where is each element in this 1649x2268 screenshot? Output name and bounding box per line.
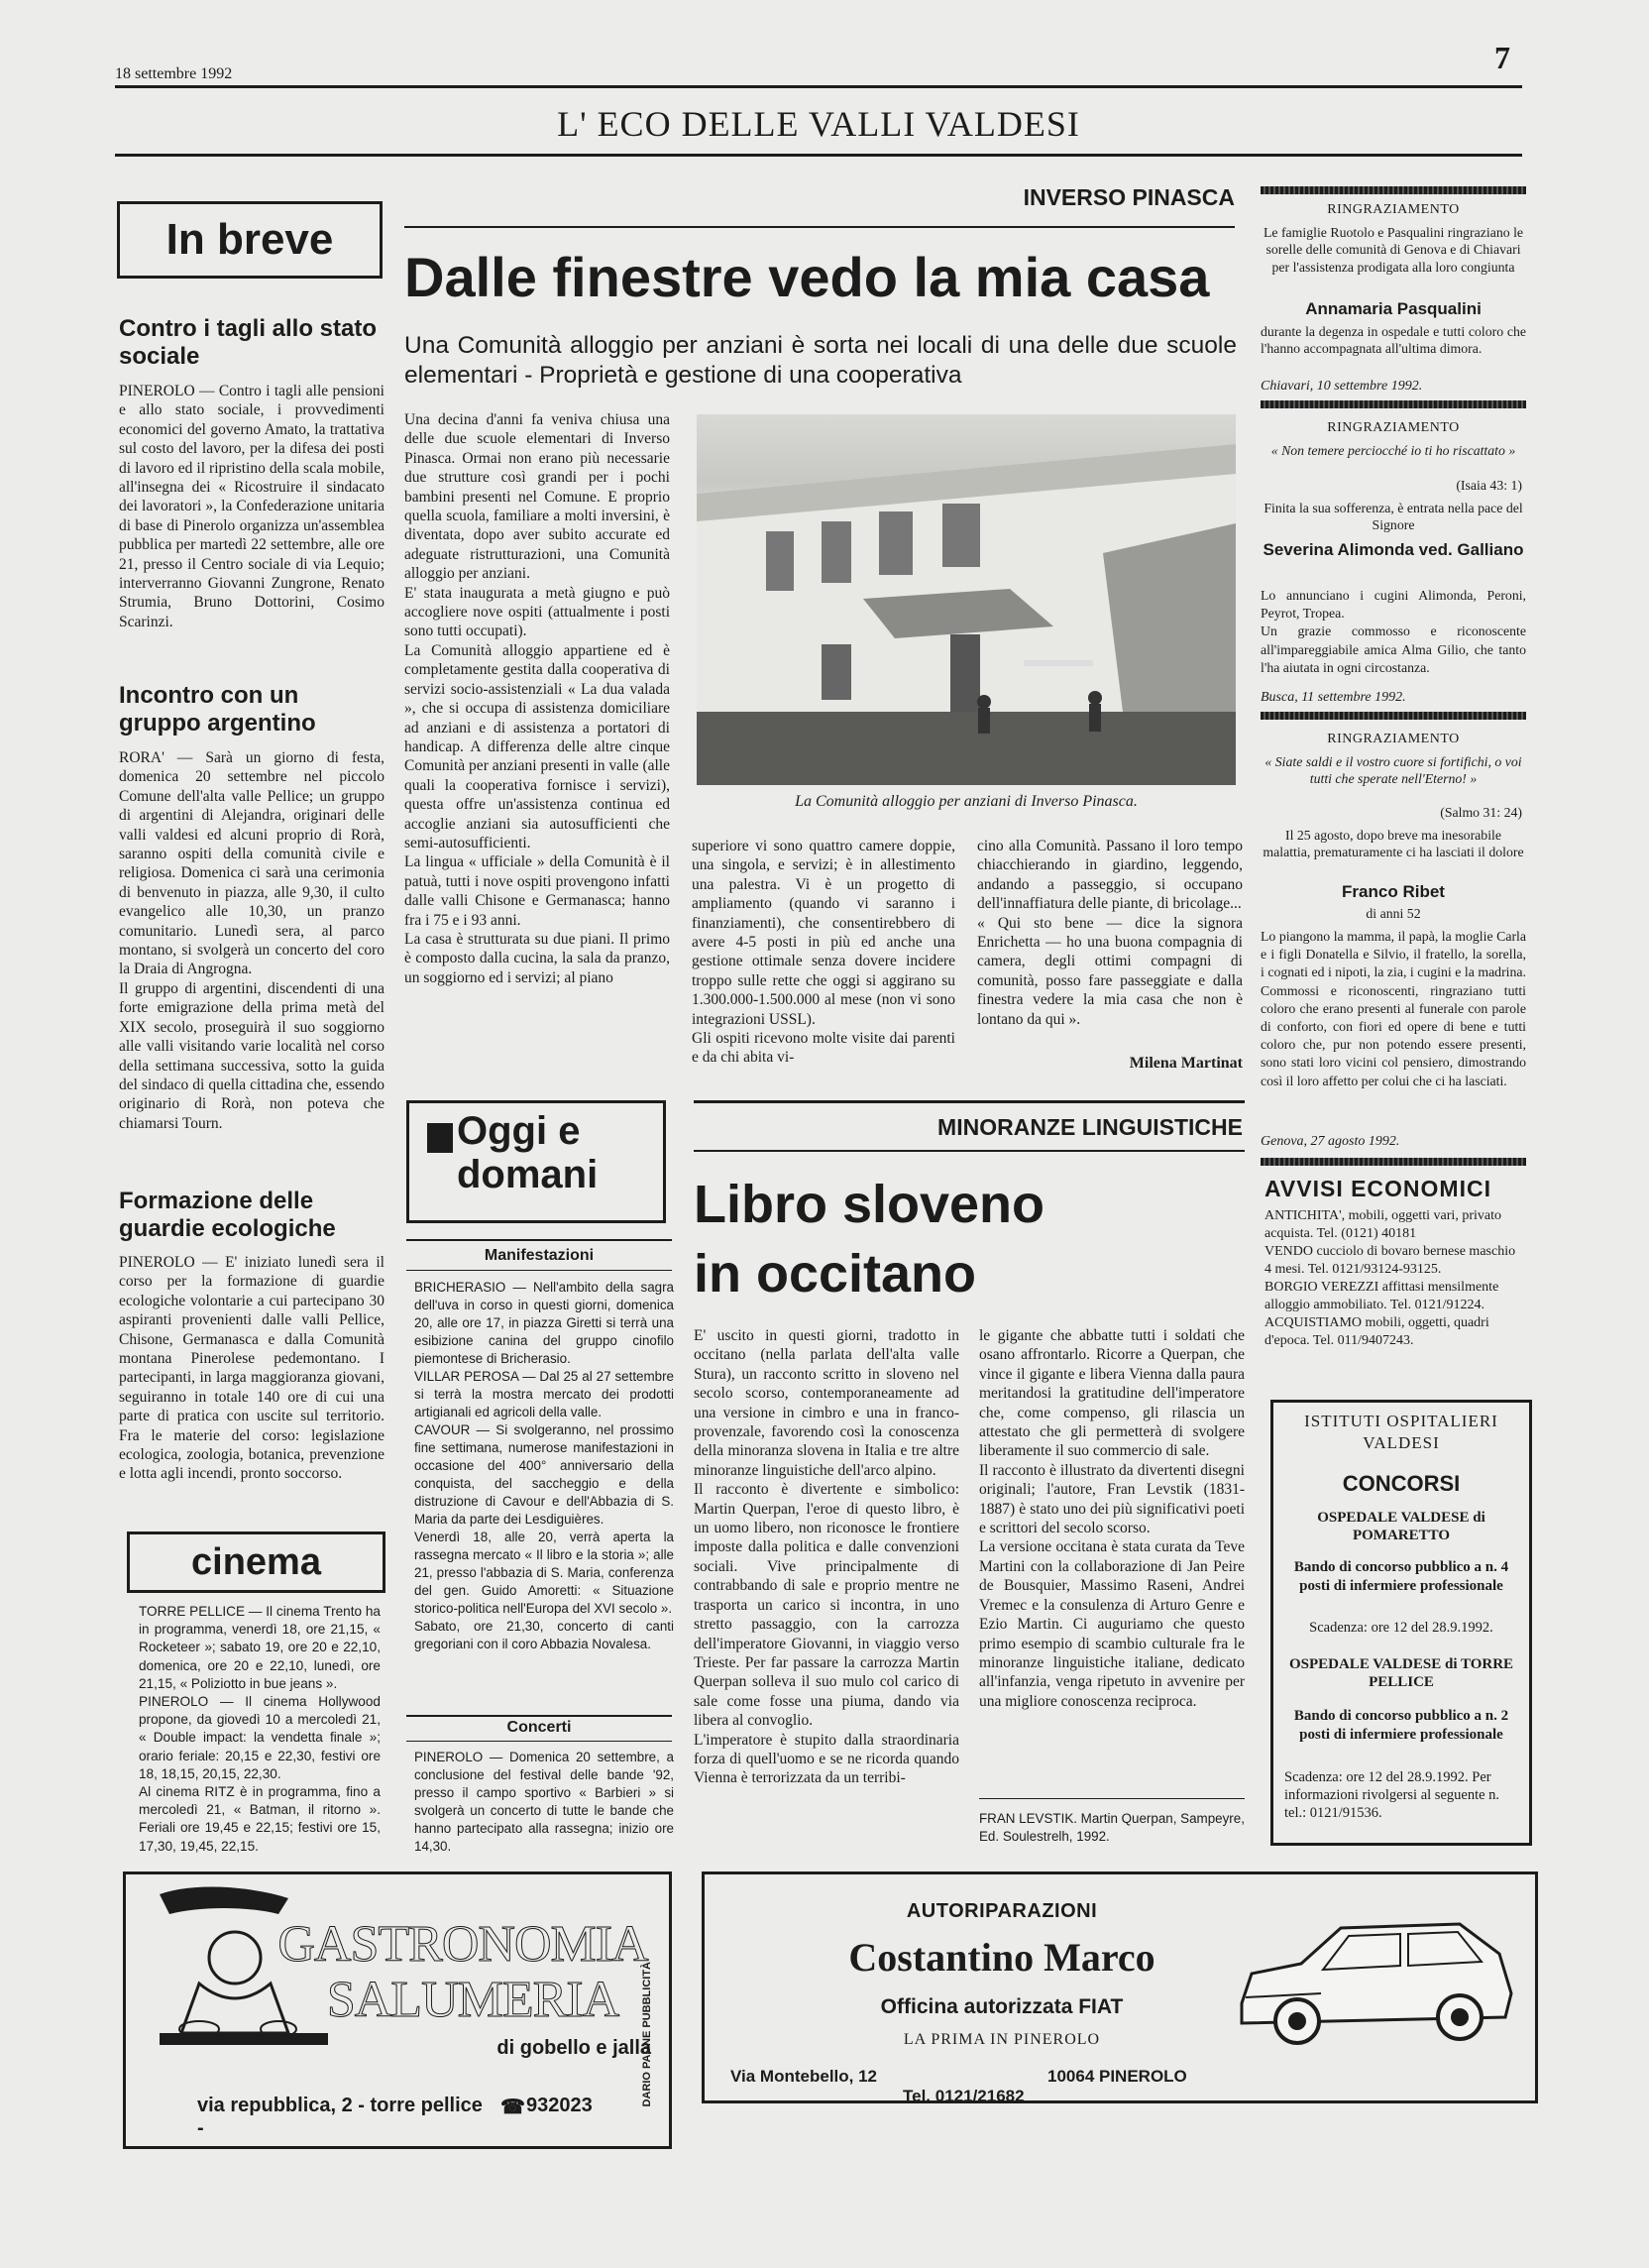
- avvisi-text: ANTICHITA', mobili, oggetti vari, privato acquista. Tel. (0121) 40181 VENDO cucciolo di bovaro bernese maschio 4 mesi. Tel. 0121/93124-93125. BORGIO VEREZZI affittasi mensilmente alloggio ammobiliato. Tel. 0121/91224. ACQUISTIAMO mobili, oggetti, quadri d'epoca. Tel. 011/9407243.: [1264, 1208, 1516, 1348]
- main-byline: Milena Martinat: [1129, 1055, 1243, 1072]
- ospedale-torre-pellice: OSPEDALE VALDESE di TORRE PELLICE: [1288, 1656, 1514, 1690]
- ring3-age: di anni 52: [1366, 906, 1421, 921]
- concerti-text: PINEROLO — Domenica 20 settembre, a conclusione del festival delle bande '92, presso il campo sportivo « Barbieri » si svolgerà un concerto di tutte le bande che hanno partecipato alla rassegna; inizio ore 14,30.: [414, 1750, 674, 1854]
- ring1-bar: [1261, 186, 1526, 194]
- page-number: 7: [1494, 40, 1510, 75]
- item2-title: Incontro con un gruppo argentino: [119, 682, 316, 737]
- item1-text: PINEROLO — Contro i tagli alle pensioni e allo stato sociale, i provvedimenti economici del governo Amato, la trattativa sul costo del lavoro, per la difesa dei posti di lavoro ed il ripristino della scala mobile, all'insegna dei « Ricostruire il sindacato dei lavoratori », la Confederazione unitaria di base di Pinerolo organizza un'assemblea pubblica per martedì 22 settembre, alle ore 21, presso il Centro sociale di via Lequio; interverranno Giovanni Zungrone, Renato Strumia, Bruno Dottorini, Cosimo Scarinzi.: [119, 383, 385, 630]
- house-illustration: [697, 414, 1236, 785]
- ring2-head: RINGRAZIAMENTO: [1327, 420, 1460, 435]
- main-col1: Una decina d'anni fa veniva chiusa una delle due scuole elementari di Inverso Pinasca. Ormai non erano più necessarie due strutture così grandi per i pochi bambini presenti nel Comune. E proprio quella scuola, familiare a molti inversini, è diventata, dopo aver subito accurate ed adeguate ristrutturazioni, una Comunità alloggio per anziani. E' stata inaugurata a metà giugno e può accogliere nove ospiti (attualmente i posti sono tutti occupati). La Comunità alloggio appartiene ed è completamente gestita dalla cooperativa di servizi socio-assistenziali « La dua valada », che si occupa di assistenza domiciliare ad anziani e di assistenza a portatori di handicap. A differenza delle altre cinque Comunità per anziani presenti in valle (alle quali la cooperativa fornisce i servizi), questa offre un'assistenza continua ed accoglie anziani sia autosufficienti che semi-autosufficienti. La lingua « ufficiale » della Comunità è il patuà, tutti i nove ospiti provengono infatti dalle valli Chisone e Germanasca; hanno fra i 75 e i 93 anni. La casa è strutturata su due piani. Il primo è composto dalla cucina, la sala da pranzo, un soggiorno ed i servizi; al piano: [404, 411, 670, 986]
- concerti-head: Concerti: [506, 1719, 572, 1736]
- minoranze-credit: FRAN LEVSTIK. Martin Querpan, Sampeyre, Ed. Soulestrelh, 1992.: [979, 1811, 1245, 1844]
- gastronomia-owners: di gobello e jalla: [496, 2037, 651, 2059]
- istituti-title2: VALDESI: [1363, 1433, 1440, 1452]
- ring3-body: Lo piangono la mamma, il papà, la moglie Carla e i figli Donatella e Silvio, il fratello, la sorella, i cognati ed i nipoti, la zia, i cugini e la madrina. Commossi e riconoscenti, ringraziano tutti coloro che erano presenti al funerale con parole di conforto, con fiori ed opere di bene e tutti coloro che, pur non potendo essere presenti, sono stati loro vicini col pensiero, dimostrando così il loro affetto per colui che ci ha lasciati.: [1261, 929, 1526, 1088]
- community-house-photo: [697, 414, 1236, 785]
- autoriparazioni-city: 10064 PINEROLO: [1047, 2067, 1187, 2086]
- item3-title: Formazione delle guardie ecologiche: [119, 1188, 336, 1242]
- ring1-name: Annamaria Pasqualini: [1305, 299, 1482, 318]
- credit-rule: [979, 1798, 1245, 1799]
- minoranze-col1: E' uscito in questi giorni, tradotto in occitano (nella parlata dell'alta valle Stura), un racconto scritto in sloveno nel secolo scorso, contemporaneamente ad una versione in cimbro e una in franco-provenzale, favorendo così la conoscenza della minoranza slovena in Italia e tre altre minoranze linguistiche dell'arco alpino. Il racconto è divertente e simbolico: Martin Querpan, l'eroe di questo libro, è un uomo libero, non riconosce le frontiere imposte dalla politica e dalle convenzioni sociali. Vive principalmente di contrabbando di sale e proprio mentre ne trasporta un carico si incontra, in uno stretto passaggio, con la carrozza dell'imperatore Giovanni, in viaggio verso Trieste. Per far passare la carrozza Martin Querpan solleva il suo mulo col carico di sale come fosse una piuma, dando via libera al convoglio. L'imperatore è stupito dalla straordinaria forza di quell'uomo e se ne ricorda quando Vienna è terrorizzata da un terribi-: [694, 1327, 959, 1787]
- cinema-title: cinema: [191, 1541, 321, 1583]
- agency-credit: DARIO PAONE PUBBLICITÀ: [641, 1962, 653, 2107]
- gastronomia-line1: GASTRONOMIA: [277, 1916, 648, 1973]
- concerti-rule2: [406, 1741, 672, 1742]
- chef-illustration: [140, 1884, 338, 2063]
- ring3-quote: « Siate saldi e il vostro cuore si fortifichi, o voi tutti che sperate nell'Eterno! »: [1264, 754, 1522, 787]
- manifestazioni-rule: [406, 1239, 672, 1241]
- item2-text: RORA' — Sarà un giorno di festa, domenica 20 settembre nel piccolo Comune dell'alta valle Pellice; un gruppo di argentini di Alejandra, originari delle valli valdesi ed alcuni proprio di Rorà, saranno ospiti della comunità civile e religiosa. Domenica ci sarà una cerimonia di benvenuto in piazza, alle 9,30, il culto evangelico alle 10,30, un pranzo comunitario. Lunedì sera, al parco montano, si svolgerà un concerto del coro la Draia di Angrogna. Il gruppo di argentini, discendenti di una forte emigrazione della prima metà del XIX secolo, proseguirà il suo soggiorno alle valli visitando varie località nel corso della settimana successiva, sotto la guida del sindaco di quella cittadina che, essendo originario di Rorà, non poteva che chiamarsi Tourn.: [119, 749, 385, 1132]
- item1-title: Contro i tagli allo stato sociale: [119, 315, 378, 370]
- ring3-intro: Il 25 agosto, dopo breve ma inesorabile malattia, prematuramente ci ha lasciati il dolore: [1263, 828, 1524, 860]
- autoriparazioni-tel: Tel. 0121/21682: [903, 2087, 1025, 2105]
- masthead-rule: [115, 154, 1522, 157]
- ring1-intro: Le famiglie Ruotolo e Pasqualini ringraziano le sorelle delle comunità di Genova e di Chiavari per l'assistenza prodigata alla loro congiunta: [1263, 225, 1524, 275]
- autoriparazioni-ad: [702, 1871, 1538, 2103]
- section-rule: [404, 226, 1235, 228]
- main-headline: Dalle finestre vedo la mia casa: [404, 246, 1210, 308]
- ring3-bar: [1261, 712, 1526, 720]
- header-rule: [115, 85, 1522, 88]
- concorsi-title: CONCORSI: [1342, 1471, 1461, 1496]
- minoranze-top-rule: [694, 1100, 1245, 1103]
- autoriparazioni-tag: LA PRIMA IN PINEROLO: [903, 2031, 1101, 2048]
- ring2-quote: « Non temere perciocché io ti ho riscattato »: [1270, 443, 1516, 458]
- section-minoranze: MINORANZE LINGUISTICHE: [937, 1114, 1243, 1140]
- photo-caption: La Comunità alloggio per anziani di Inverso Pinasca.: [795, 793, 1138, 810]
- oggi-domani-box: [406, 1100, 666, 1223]
- istituti-title1: ISTITUTI OSPITALIERI: [1304, 1412, 1498, 1430]
- ring2-ref: (Isaia 43: 1): [1456, 478, 1522, 493]
- autoriparazioni-head: AUTORIPARAZIONI: [906, 1900, 1098, 1922]
- in-breve-title: In breve: [165, 215, 334, 264]
- main-col3: cino alla Comunità. Passano il loro tempo chiacchierando in giardino, leggendo, andando a passeggio, si occupano dell'innaffiatura delle piante, di bricolage... « Qui sto bene — dice la signora Enrichetta — ho una buona compagnia di camera, degli ottimi compagni di comunità, posso fare passeggiate e dalla finestra vedere la mia casa che non è lontano da qui ».: [977, 838, 1243, 1028]
- minoranze-headline: Libro sloveno in occitano: [694, 1175, 1045, 1304]
- autoriparazioni-officina: Officina autorizzata FIAT: [880, 1995, 1124, 2018]
- manifestazioni-rule2: [406, 1270, 672, 1271]
- autoriparazioni-name: Costantino Marco: [848, 1935, 1155, 1980]
- ring2-intro: Finita la sua sofferenza, è entrata nella pace del Signore: [1264, 501, 1523, 533]
- main-subhead: Una Comunità alloggio per anziani è sorta nei locali di una delle due scuole elementari - Proprietà e gestione di una cooperativa: [404, 332, 1237, 389]
- ospedale-pomaretto: OSPEDALE VALDESE di POMARETTO: [1317, 1510, 1485, 1543]
- avvisi-bar: [1261, 1158, 1526, 1166]
- car-icon: [1232, 1914, 1519, 2053]
- main-col2: superiore vi sono quattro camere doppie, una singola, e servizi; è in allestimento una palestra. Vi è un progetto di ampliamento (quando vi saranno i finanziamenti), che consentirebbero di avere 4-5 posti in più ed anche una gestione ottimale senza dovere incidere troppo sulle rette che oggi si aggirano su 1.300.000-1.500.000 al mese (non vi sono integrazioni USSL). Gli ospiti ricevono molte visite dai parenti e da chi abita vi-: [692, 838, 955, 1067]
- in-breve-box: [117, 201, 383, 279]
- item3-text: PINEROLO — E' iniziato lunedì sera il corso per la formazione di guardie ecologiche volontarie a cui partecipano 30 aspiranti provenienti dalle valli Pellice, Chisone, Germanasca e dalla Comunità montana Pinerolese pedemontano. I partecipanti, in larga maggioranza giovani, seguiranno in totale 140 ore di cui una parte di pratica con uscite sul territorio. Fra le materie del corso: legislazione ecologica, zoologia, botanica, prevenzione e lotta agli incendi, pronto soccorso.: [119, 1254, 385, 1483]
- gastronomia-phone: 932023: [526, 2095, 593, 2116]
- autoriparazioni-street: Via Montebello, 12: [730, 2067, 878, 2086]
- ring1-place-date: Chiavari, 10 settembre 1992.: [1261, 379, 1423, 394]
- ring2-body: Lo annunciano i cugini Alimonda, Peroni, Peyrot, Tropea. Un grazie commosso e riconoscente all'impareggiabile amica Alma Gilio, che tanto l'ha aiutata in ogni circostanza.: [1261, 588, 1526, 675]
- issue-date: 18 settembre 1992: [115, 65, 233, 82]
- square-icon: [427, 1123, 453, 1153]
- gastronomia-address: via repubblica, 2 - torre pellice -: [197, 2095, 483, 2139]
- ring1-head: RINGRAZIAMENTO: [1327, 202, 1460, 217]
- cinema-text: TORRE PELLICE — Il cinema Trento ha in programma, venerdì 18, ore 21,15, « Rocketeer »; sabato 19, ore 20 e 22,10, domenica, ore 20 e 22,10, lunedì, ore 21,15, « Poliziotto in bue jeans ». PINEROLO — Il cinema Hollywood propone, da giovedì 10 a mercoledì 21, « Double impact: la vendetta finale »; orario feriale: 20,15 e 22,30, festivi ore 18, 18,15, 20,15, 22,30. Al cinema RITZ è in programma, fino a mercoledì 21, « Batman, il ritorno ». Feriali ore 19,45 e 22,15; festivi ore 15, 17,30, 19,45, 22,15.: [139, 1604, 381, 1854]
- bando-pomaretto: Bando di concorso pubblico a n. 4 posti di infermiere professionale: [1293, 1559, 1509, 1594]
- gastronomia-line2: SALUMERIA: [326, 1972, 619, 2028]
- gastronomia-ad: [123, 1871, 672, 2149]
- avvisi-title: AVVISI ECONOMICI: [1264, 1176, 1491, 1201]
- manifestazioni-text: BRICHERASIO — Nell'ambito della sagra dell'uva in corso in questi giorni, domenica 20, alle ore 17, in piazza Giretti si terrà una esibizione canina del gruppo cinofilo piemontese di Bricherasio. VILLAR PEROSA — Dal 25 al 27 settembre si terrà la mostra mercato dei prodotti artigianali ed agricoli della valle. CAVOUR — Si svolgeranno, nel prossimo fine settimana, numerose manifestazioni in occasione del 400° anniversario della conquista, del saccheggio e della distruzione di Cavour e dell'Abbazia di S. Maria da parte dei Lesdiguières. Venerdì 18, alle 20, verrà aperta la rassegna mercato « Il libro e la storia »; alle 21, presso l'abbazia di S. Maria, conferenza del gen. Guido Amoretti: « Situazione storico-politica nell'Europa del XVI secolo ». Sabato, ore 21,30, concerto di canti gregoriani con il coro Abbazia Novalesa.: [414, 1280, 674, 1651]
- ring3-name: Franco Ribet: [1342, 882, 1445, 901]
- cinema-box: [127, 1531, 385, 1593]
- phone-icon: ☎: [500, 2097, 525, 2118]
- section-inverso-pinasca: INVERSO PINASCA: [1023, 184, 1235, 210]
- masthead: L' ECO DELLE VALLI VALDESI: [557, 104, 1080, 144]
- scadenza-torre-pellice: Scadenza: ore 12 del 28.9.1992. Per informazioni rivolgersi al seguente n. tel.: 0121/91536.: [1284, 1769, 1500, 1821]
- ring3-ref: (Salmo 31: 24): [1440, 805, 1522, 820]
- concerti-rule: [406, 1715, 672, 1717]
- ring2-name: Severina Alimonda ved. Galliano: [1263, 540, 1524, 559]
- manifestazioni-head: Manifestazioni: [484, 1247, 595, 1264]
- ring1-body: durante la degenza in ospedale e tutti coloro che l'hanno accompagnata all'ultima dimora.: [1261, 324, 1526, 357]
- ring3-place-date: Genova, 27 agosto 1992.: [1261, 1134, 1400, 1149]
- oggi-domani-title: Oggi e domani: [457, 1109, 599, 1196]
- bando-torre-pellice: Bando di concorso pubblico a n. 2 posti di infermiere professionale: [1293, 1708, 1509, 1743]
- minoranze-rule: [694, 1150, 1245, 1152]
- ring2-bar: [1261, 400, 1526, 408]
- minoranze-col2: le gigante che abbatte tutti i soldati che osano affrontarlo. Ricorre a Querpan, che vince il gigante e libera Vienna dalla paura meritandosi la gratitudine dell'imperatore che, come compenso, gli rilascia un attestato che gli permetterà di svolgere liberamente il suo commercio di sale. Il racconto è illustrato da divertenti disegni originali; l'autore, Fran Levstik (1831-1887) è stato uno dei più significativi poeti e scrittori del secolo scorso. La versione occitana è stata curata da Teve Martini con la collaborazione di Jan Peire de Bousquier, Massimo Raseni, Andrei Vremec e la consulenza di Arturo Genre e Ezio Martin. Ci auguriamo che questo primo esempio di scambio culturale fra le minoranze linguistiche italiane, dedicato all'infanzia, venga ripetuto in avvenire per una migliore conoscenza reciproca.: [979, 1327, 1245, 1710]
- scadenza-pomaretto: Scadenza: ore 12 del 28.9.1992.: [1309, 1620, 1493, 1636]
- ring2-place-date: Busca, 11 settembre 1992.: [1261, 690, 1406, 705]
- ring3-head: RINGRAZIAMENTO: [1327, 732, 1460, 746]
